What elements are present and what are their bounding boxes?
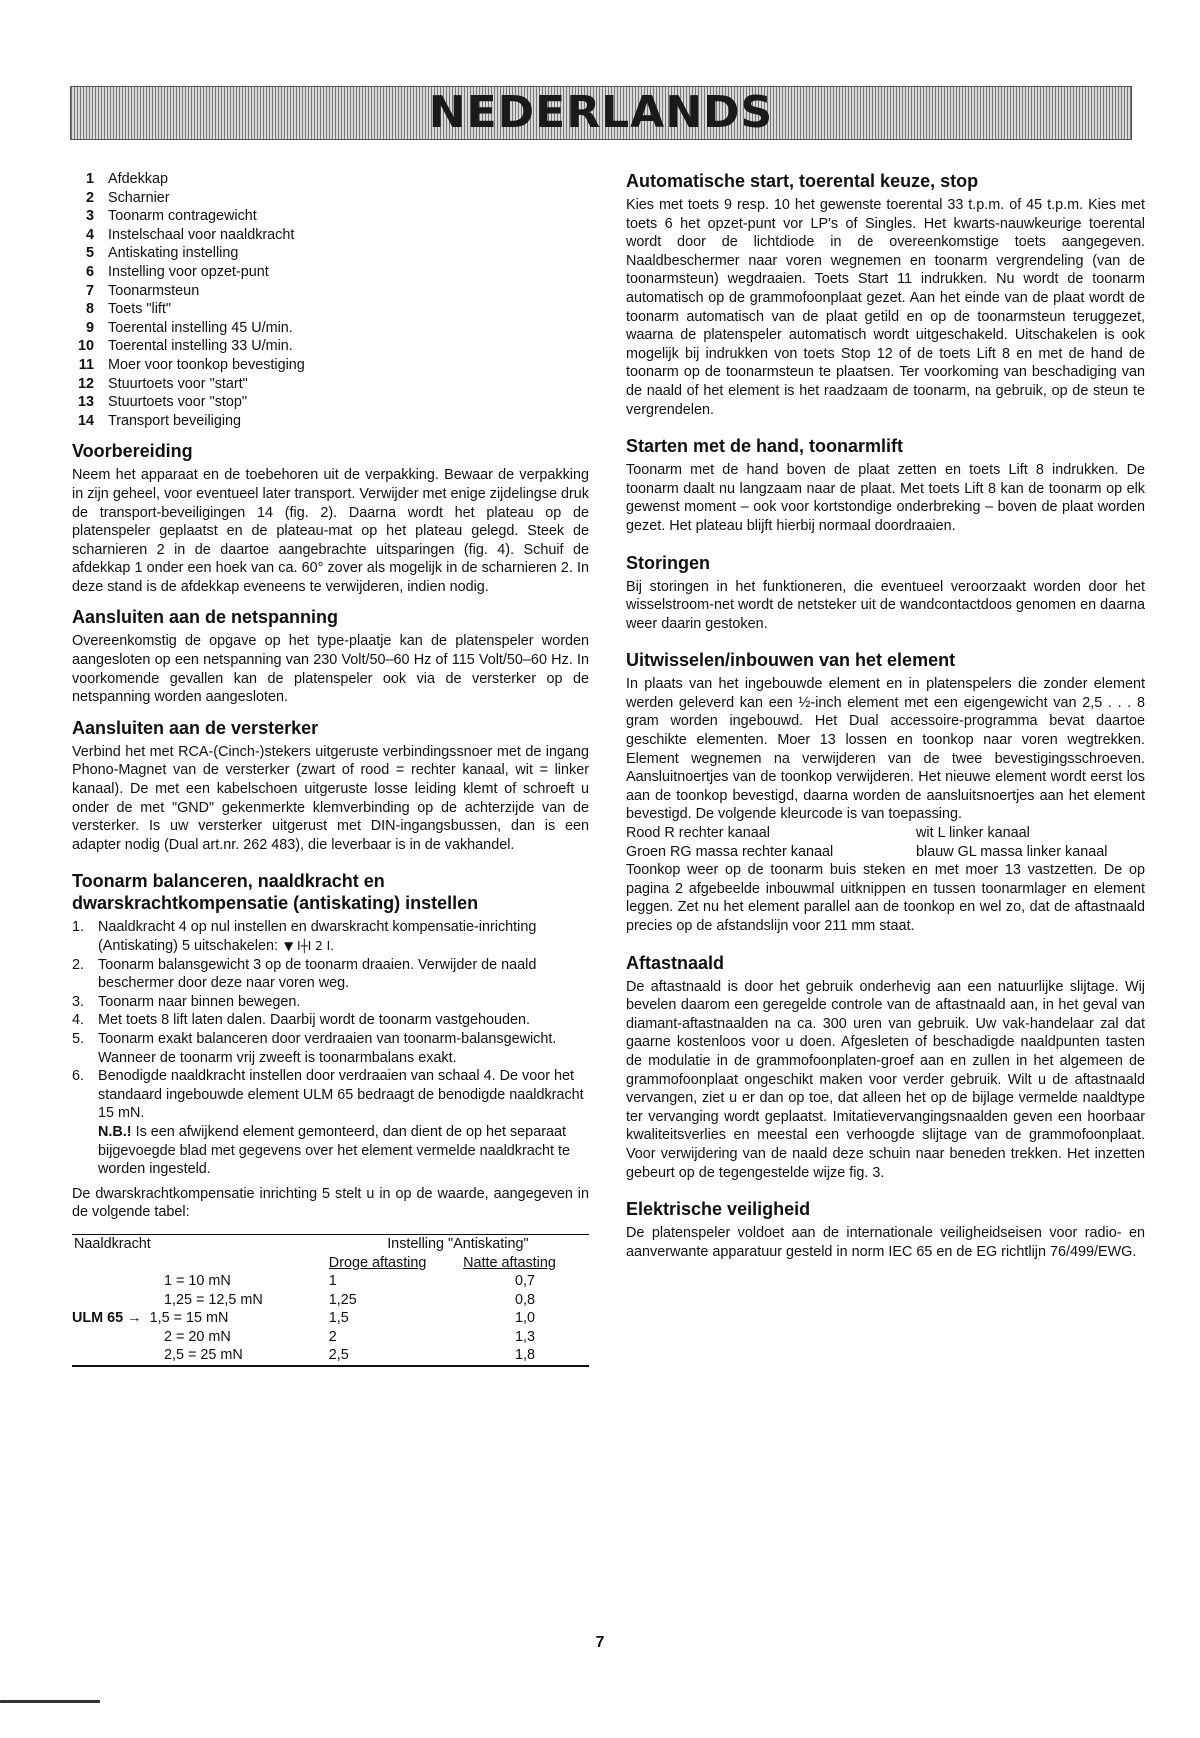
banner-title: NEDERLANDS <box>428 87 774 138</box>
col-wet: Natte aftasting <box>463 1254 556 1271</box>
part-item: 7 Toonarmsteun <box>85 282 200 299</box>
step-4: 4. Met toets 8 lift laten dalen. Daarbij wordt de toonarm vastgehouden. <box>72 1012 530 1029</box>
left-column <box>72 170 589 1367</box>
balanceren-after: De dwarskrachtkompensatie inrichting 5 stelt u in op de waarde, aangegeven in de volgende tabel: <box>72 1185 589 1221</box>
part-item: 3 Toonarm contragewicht <box>85 208 257 225</box>
voorbereiding-text: Neem het apparaat en de toebehoren uit de verpakking. Bewaar de verpakking in zijn geheel, voor eventueel later transport. Verwijder met enige zijdelingse druk de transport-beveiligingen 14 (fig. 2). Daarna wordt het plateau op de platenspeler geplaatst en de plateau-mat op het plateau gelegd. Steek de scharnieren 2 in de daartoe aangebrachte uitsparingen (fig. 4). Schuif de afdekkap 1 onder een hoek van ca. 60° zover als mogelijk in de scharnieren 2. In deze stand is de afdekkap eveneens te verwijderen, indien nodig. <box>72 467 589 595</box>
scan-mark <box>0 1700 100 1703</box>
uitwisselen-text-2: Toonkop weer op de toonarm buis steken en met moer 13 vastzetten. De op pagina 2 afgebeelde inbouwmal uitknippen en tussen toonarmlager en element leggen. Zet nu het element parallel aan de toonkop en wel zo, dat de aftastnaald precies op de afstandslijn voor 211 mm staat. <box>626 862 1145 934</box>
table-row: 1 = 10 mN 1 0,7 <box>164 1273 536 1290</box>
nb-text: Is een afwijkend element gemonteerd, dan dient de op het separaat bijgevoegde blad met gegevens over het element vermelde naaldkracht te worden ingesteld. <box>98 1123 570 1178</box>
storingen-text: Bij storingen in het funktioneren, die eventueel veroorzaakt worden door het wisselstroom-net wordt de netsteker uit de wandcontactdoos genomen en daarna weer daarin gestoken. <box>626 578 1145 632</box>
antiskating-table <box>72 1234 589 1367</box>
aftastnaald-text: De aftastnaald is door het gebruik onderhevig aan een natuurlijke slijtage. Wij bevelen daarom een geregelde controle van de aftastnaald aan, in het geval van diamant-aftastnaalden na ca. 300 uren van gebruik. Uw vak-handelaar zal dat gaarne kostenloos voor u doen. Afgesleten of beschadigde naaldpunten tasten de modulatie in de grammofoonplaten-groef aan en zullen in het algemeen de grammofoonplaat ongeschikt maken voor verder gebruik. Wilt u de aftastnaald vervangen, ziet u er dan op toe, dat alleen het op de bijlage vermelde naaldtype ter vervanging wordt geplaatst. Imitatievervangingsnaalden geven een hoorbaar kwaliteitsverlies en meestal een verhoogde slijtage van de grammofoonplaat. Voor verwijdering van de naald deze schuin naar beneden trekken. Het inzetten gebeurt op de tegengestelde wijze fig. 3. <box>626 978 1145 1181</box>
scale-symbol: ▼ I┼I 2 I. <box>283 939 334 953</box>
netspanning-text: Overeenkomstig de opgave op het type-plaatje kan de platenspeler worden aangesloten op een netspanning van 230 Volt/50–60 Hz of 115 Volt/50–60 Hz. In voorkomende gevallen kan de platenspeler ook via de versterker op de netspanning worden aangesloten. <box>72 633 589 706</box>
step-6: 6. Benodigde naaldkracht instellen door verdraaien van schaal 4. De voor het standaard ingebouwde element ULM 65 bedraagt de benodigde naaldkracht 15 mN. N.B.! Is een afwijkend element gemonteerd, dan dient de op het separaat bijgevoegde blad met gegevens over het element vermelde naaldkracht te worden ingesteld. <box>72 1068 584 1178</box>
part-item: 10 Toerental instelling 33 U/min. <box>77 338 293 355</box>
balanceren-steps <box>72 918 589 1178</box>
ulm-marker: ULM 65 → <box>72 1310 142 1327</box>
uitwisselen-heading: Uitwisselen/inbouwen van het element <box>626 650 956 671</box>
table-row: 2 = 20 mN 2 1,3 <box>164 1328 536 1345</box>
part-item: 4 Instelschaal voor naaldkracht <box>85 226 295 243</box>
part-item: 14 Transport beveiliging <box>77 412 242 429</box>
col-group: Instelling "Antiskating" <box>327 1234 589 1253</box>
aftastnaald-heading: Aftastnaald <box>626 952 725 973</box>
part-item: 8 Toets "lift" <box>85 301 172 318</box>
uitwisselen-text-1: In plaats van het ingebouwde element en in platenspelers die zonder element werden geleverd kan een ½-inch element met een eigengewicht van 2,5 . . . 8 gram worden ingebouwd. Het Dual accessoire-programma bevat daartoe geschikte elementen. Moer 13 lossen en toonkop naar voren wegtrekken. Element wegnemen na verwijderen van de twee bevestigingsschroeven. Aansluitnoertjes van de toonkop verwijderen. Het nieuwe element wordt eerst los aan de toonkop bevestigd, daarna worden de aansluitsnoertjes aan het element bevestigd. De volgende kleurcode is van toepassing. <box>626 676 1145 823</box>
part-item: 6 Instelling voor opzet-punt <box>85 263 269 280</box>
voorbereiding-heading: Voorbereiding <box>72 441 193 462</box>
step-2: 2. Toonarm balansgewicht 3 op de toonarm draaien. Verwijder de naald beschermer door deze naar voren weg. <box>72 956 537 992</box>
col-dry: Droge aftasting <box>328 1254 427 1271</box>
part-item: 9 Toerental instelling 45 U/min. <box>85 319 293 336</box>
starten-text: Toonarm met de hand boven de plaat zetten en toets Lift 8 indrukken. De toonarm daalt nu langzaam naar de plaat. Met toets Lift 8 kan de toonarm op elk gewenst moment – ook voor kortstondige onderbreking – boven de plaat worden gezet. Het plateau blijft hierbij normaal doordraaien. <box>626 462 1145 534</box>
color-row-1: Rood R rechter kanaal wit L linker kanaal <box>626 825 1030 842</box>
page-number: 7 <box>595 1634 605 1651</box>
step-1: 1. Naaldkracht 4 op nul instellen en dwarskracht kompensatie-inrichting (Antiskating) 5 uitschakelen: ▼ I┼I 2 I. <box>72 919 537 954</box>
step-5: 5. Toonarm exakt balanceren door verdraaien van toonarm-balansgewicht. Wanneer de toonarm vrij zweeft is toonarmbalans exakt. <box>72 1030 557 1066</box>
automatische-text: Kies met toets 9 resp. 10 het gewenste toerental 33 t.p.m. of 45 t.p.m. Kies met toets 6 het opzet-punt vor LP's of Singles. Het kwarts-nauwkeurige toerental wordt door de lichtdiode in de overeenkomstige toets aangegeven. Naaldbeschermer naar voren wegnemen en toonarm vergrendeling (van de toonarmsteun) wegdraaien. Toets Start 11 indrukken. Nu wordt de toonarm automatisch op de grammofoonplaat gezet. Aan het einde van de plaat wordt de toonarm automatisch van de plaat getild en op de toonarmsteun teruggezet, waarna de platenspeler automatisch wordt uitgeschakeld. Uitschakelen is ook mogelijk bij indrukken von toets Stop 12 of de toets Lift 8 en met de hand de toonarm op de toonarmsteun te plaatsen. Ter voorkoming van beschadiging van de naald of het element is het raadzaam de toonarm, na gebruik, op de steun te vergrendelen. <box>626 197 1145 418</box>
versterker-text: Verbind het met RCA-(Cinch-)stekers uitgeruste verbindingssnoer met de ingang Phono-Magnet van de versterker (zwart of rood = rechter kanaal, wit = linker kanaal). De met een kabelschoen uitgeruste losse leiding klemt of schroeft u onder de met "GND" gekenmerkte klemverbinding op de achterzijde van de versterker. Is uw versterker uitgerust met DIN-ingangsbussen, dan is een adapter nodig (Dual art.nr. 262 483), die leverbaar is in de vakhandel. <box>72 743 589 853</box>
part-item: 5 Antiskating instelling <box>85 245 239 262</box>
color-row-2: Groen RG massa rechter kanaal blauw GL massa linker kanaal <box>626 843 1108 860</box>
starten-heading: Starten met de hand, toonarmlift <box>626 436 904 457</box>
part-item: 11 Moer voor toonkop bevestiging <box>78 356 305 373</box>
part-item: 1 Afdekkap <box>85 171 169 187</box>
nb-label: N.B.! <box>98 1123 132 1140</box>
table-row: 1,25 = 12,5 mN 1,25 0,8 <box>164 1291 536 1308</box>
part-item: 2 Scharnier <box>85 189 170 206</box>
netspanning-heading: Aansluiten aan de netspanning <box>72 607 339 628</box>
right-column <box>626 170 1145 1261</box>
parts-list <box>72 170 589 430</box>
automatische-heading: Automatische start, toerental keuze, stop <box>626 171 979 191</box>
part-item: 13 Stuurtoets voor "stop" <box>77 394 248 411</box>
balanceren-heading: Toonarm balanceren, naaldkracht en dwarskrachtkompensatie (antiskating) instellen <box>72 871 479 914</box>
part-item: 12 Stuurtoets voor "start" <box>77 375 248 392</box>
storingen-heading: Storingen <box>626 552 710 573</box>
col-naaldkracht: Naaldkracht <box>72 1234 327 1253</box>
table-row: 2,5 = 25 mN 2,5 1,8 <box>72 1346 589 1366</box>
versterker-heading: Aansluiten aan de versterker <box>72 717 319 738</box>
veiligheid-heading: Elektrische veiligheid <box>626 1199 811 1220</box>
veiligheid-text: De platenspeler voldoet aan de internationale veiligheidseisen voor radio- en aanverwante apparatuur gesteld in norm IEC 65 en de EG richtlijn 76/499/EWG. <box>626 1225 1145 1260</box>
language-banner <box>70 86 1132 140</box>
step-3: 3. Toonarm naar binnen bewegen. <box>72 993 301 1010</box>
table-row: ULM 65 → 1,5 = 15 mN 1,5 1,0 <box>72 1310 536 1327</box>
